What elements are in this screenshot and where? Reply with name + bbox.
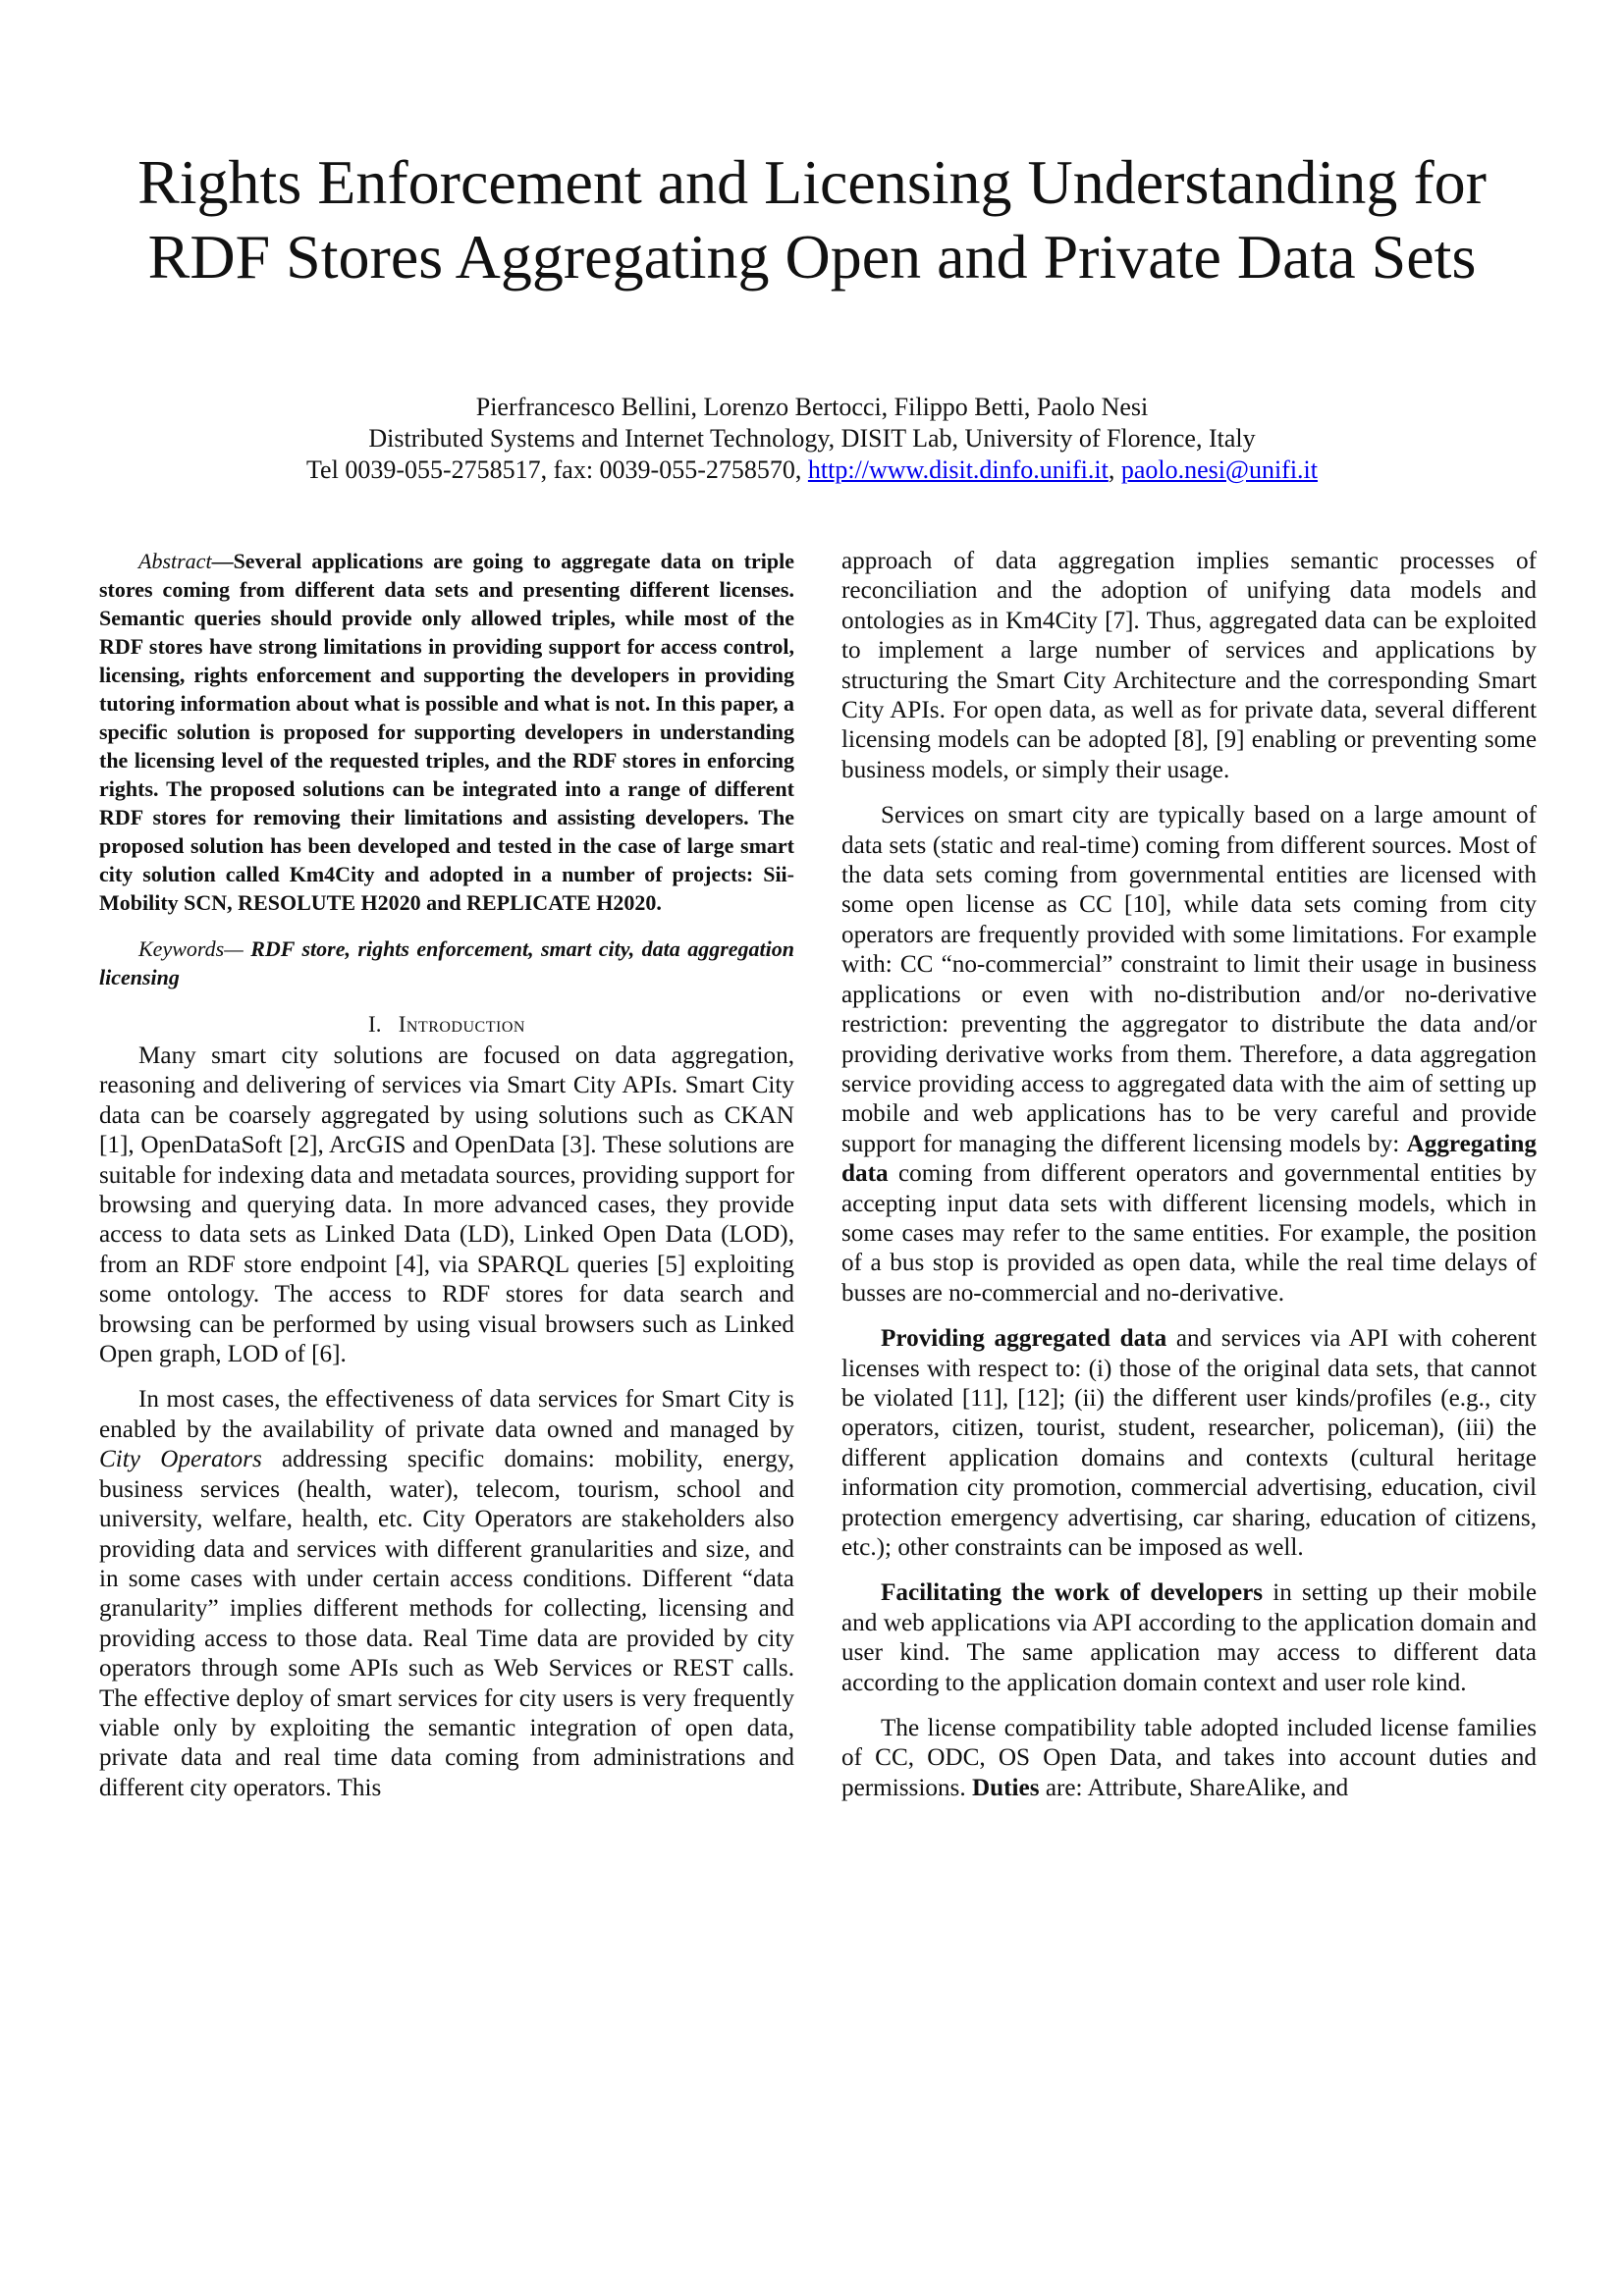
author-names: Pierfrancesco Bellini, Lorenzo Bertocci, Filippo Betti, Paolo Nesi — [475, 393, 1149, 421]
right-paragraph-2-text-a: Services on smart city are typically based on a large amount of data sets (static and real-time) coming from different sources. Most of the data sets coming from governmental entities are licensed with some open license as CC [10], while data sets coming from city operators are frequently provided with some limitations. For example with: CC “no-commercial” constraint to limit their usage in business applications or even with no-distribution and/or no-derivative restriction: preventing the aggregator to distribute the data and/or providing derivative works from them. Therefore, a data aggregation service providing access to aggregated data with the aim of setting up mobile and web applications has to be very careful and provide support for managing the different licensing models by: — [841, 802, 1537, 1157]
right-paragraph-5 — [841, 1714, 1537, 1803]
contact-separator: , — [1108, 455, 1121, 484]
right-paragraph-5-text-b: are: Attribute, ShareAlike, and — [1039, 1774, 1349, 1801]
intro-paragraph-2-text-b: addressing specific domains: mobility, energy, business services (health, water), telecom, tourism, school and university, welfare, health, etc. City Operators are stakeholders also providing data and services with different granularities and size, and in some cases with under certain access conditions. Different “data granularity” implies different methods for collecting, licensing and providing access to those data. Real Time data are provided by city operators through some APIs such as Web Services or REST calls. The effective deploy of smart services for city users is very frequently viable only by exploiting the semantic integration of open data, private data and real time data coming from administrations and different city operators. This — [99, 1446, 794, 1801]
section-title: Introduction — [398, 1012, 525, 1037]
abstract-text: Several applications are going to aggregate data on triple stores coming from different data sets and presenting different licenses. Semantic queries should provide only allowed triples, while most of the RDF stores have strong limitations in providing support for access control, licensing, rights enforcement and supporting the developers in providing tutoring information about what is possible and what is not. In this paper, a specific solution is proposed for supporting developers in understanding the licensing level of the requested triples, and the RDF stores in enforcing rights. The proposed solutions can be integrated into a range of different RDF stores for removing their limitations and assisting developers. The proposed solution has been developed and tested in the case of large smart city solution called Km4City and adopted in a number of projects: Sii-Mobility SCN, RESOLUTE H2020 and REPLICATE H2020. — [99, 549, 794, 915]
contact-line — [147, 454, 1477, 486]
right-paragraph-4-text: in setting up their mobile and web applications via API according to the application domain and user kind. The same application may access to different data according to the application domain context and user role kind. — [841, 1579, 1537, 1696]
paper-title: Rights Enforcement and Licensing Understanding for RDF Stores Aggregating Open and Private Data Sets — [137, 147, 1487, 292]
abstract-label: Abstract — [138, 549, 212, 573]
aggregating-data-bold: Aggregating data — [841, 1130, 1537, 1188]
author-block — [147, 392, 1477, 486]
section-heading-introduction — [99, 1010, 794, 1040]
keywords-text: RDF store, rights enforcement, smart city, data aggregation licensing — [99, 936, 794, 989]
section-number: I. — [368, 1012, 382, 1037]
right-column — [841, 547, 1537, 1803]
right-paragraph-2-text-b: coming from different operators and governmental entities by accepting input data sets with different licensing models, which in some cases may refer to the same entities. For example, the position of a bus stop is provided as open data, while the real time delays of busses are no-commercial and no-derivative. — [841, 1160, 1537, 1307]
author-email-link[interactable]: paolo.nesi@unifi.it — [1120, 455, 1319, 484]
abstract-dash: — — [211, 549, 234, 573]
lab-website-link[interactable]: http://www.disit.dinfo.unifi.it — [807, 455, 1109, 484]
intro-paragraph-1: Many smart city solutions are focused on data aggregation, reasoning and delivering of services via Smart City APIs. Smart City data can be coarsely aggregated by using solutions such as CKAN [1], OpenDataSoft [2], ArcGIS and OpenData [3]. These solutions are suitable for indexing data and metadata sources, providing support for browsing and querying data. In more advanced cases, they provide access to data sets as Linked Data (LD), Linked Open Data (LOD), from an RDF store endpoint [4], via SPARQL queries [5] exploiting some ontology. The access to RDF stores for data search and browsing can be performed by using visual browsers such as Linked Open graph, LOD of [6]. — [99, 1042, 794, 1368]
intro-paragraph-2-text-a: In most cases, the effectiveness of data services for Smart City is enabled by the availability of private data owned and managed by — [99, 1386, 794, 1443]
city-operators-emphasis: City Operators — [99, 1446, 262, 1473]
keywords — [99, 934, 794, 991]
right-paragraph-5-text-a: The license compatibility table adopted included license families of CC, ODC, OS Open Data, and takes into account duties and permissions. — [841, 1715, 1537, 1801]
affiliation: Distributed Systems and Internet Technology, DISIT Lab, University of Florence, Italy — [368, 424, 1256, 453]
right-paragraph-4 — [841, 1578, 1537, 1698]
right-paragraph-3 — [841, 1324, 1537, 1563]
keywords-label: Keywords — [138, 936, 225, 961]
right-paragraph-2 — [841, 801, 1537, 1308]
right-paragraph-3-text: and services via API with coherent licenses with respect to: (i) those of the original data sets, that cannot be violated [11], [12]; (ii) the different user kinds/profiles (e.g., city operators, citizen, tourist, student, researcher, policeman), (iii) the different application domains and contexts (cultural heritage information city promotion, commercial advertising, education, civil protection emergency advertising, car sharing, education of citizens, etc.); other constraints can be imposed as well. — [841, 1325, 1537, 1561]
intro-paragraph-2 — [99, 1385, 794, 1803]
abstract — [99, 547, 794, 917]
keywords-dash: — — [224, 936, 251, 961]
left-column — [99, 547, 794, 1803]
providing-aggregated-data-bold: Providing aggregated data — [881, 1325, 1167, 1353]
facilitating-developers-bold: Facilitating the work of developers — [881, 1579, 1264, 1607]
duties-bold: Duties — [971, 1774, 1040, 1801]
right-paragraph-1: approach of data aggregation implies semantic processes of reconciliation and the adoption of unifying data models and ontologies as in Km4City [7]. Thus, aggregated data can be exploited to implement a large number of services and applications by structuring the Smart City Architecture and the corresponding Smart City APIs. For open data, as well as for private data, several different licensing models can be adopted [8], [9] enabling or preventing some business models, or simply their usage. — [841, 548, 1537, 783]
contact-phone-fax: Tel 0039-055-2758517, fax: 0039-055-2758570, — [305, 455, 808, 484]
